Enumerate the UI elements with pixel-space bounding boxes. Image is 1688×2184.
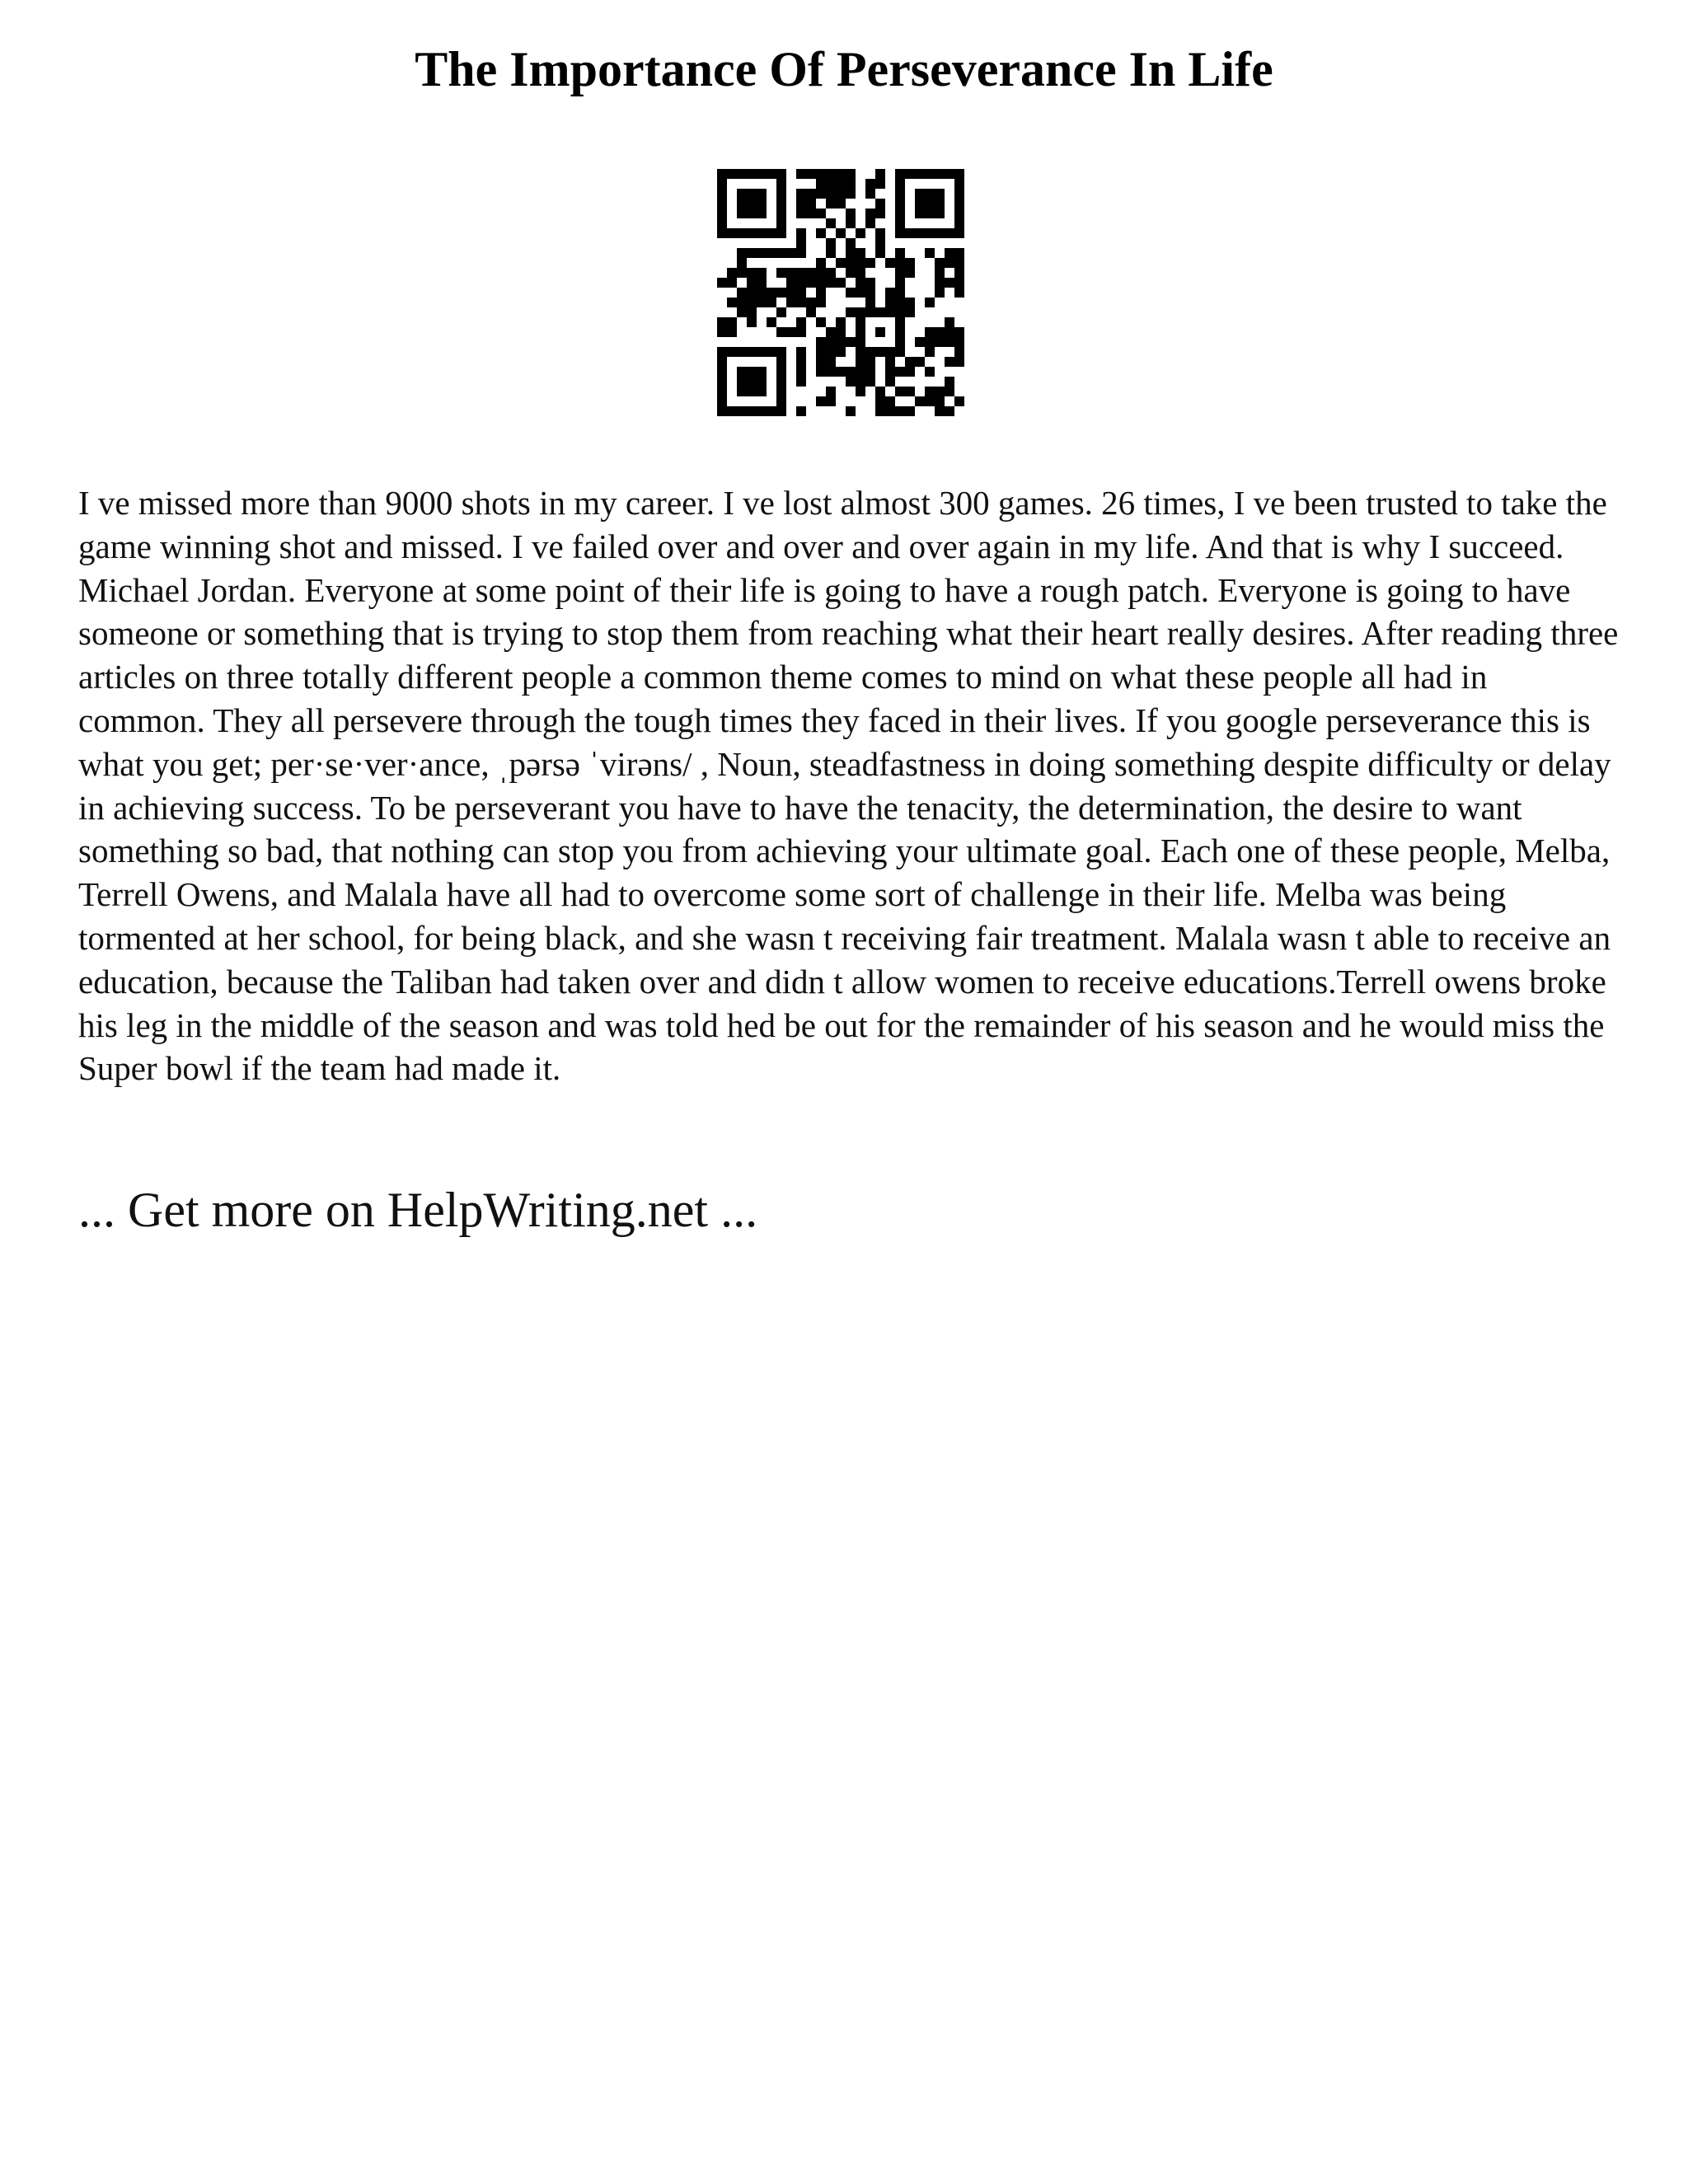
document-body-text: I ve missed more than 9000 shots in my career. I ve lost almost 300 games. 26 times, I ve been trusted to take the game winning shot and missed. I ve failed over and over and over again in my life. And that is why I succeed. Michael Jordan. Everyone at some point of their life is going to have a rough patch. Everyone is going to have someone or something that is trying to stop them from reaching what their heart really desires. After reading three articles on three totally different people a common theme comes to mind on what these people all had in common. They all persevere through the tough times they faced in their lives. If you google perseverance this is what you get; per·se·ver·ance, ˌpərsə ˈvirəns/ , Noun, steadfastness in doing something despite difficulty or delay in achieving success. To be perseverant you have to have the tenacity, the determination, the desire to want something so bad, that nothing can stop you from achieving your ultimate goal. Each one of these people, Melba, Terrell Owens, and Malala have all had to overcome some sort of challenge in their life. Melba was being tormented at her school, for being black, and she wasn t receiving fair treatment. Malala wasn t able to receive an education, because the Taliban had taken over and didn t allow women to receive educations.Terrell owens broke his leg in the middle of the season and was told hed be out for the remainder of his season and he would miss the Super bowl if the team had made it. xyxy=(78,484,1619,1088)
get-more-link[interactable]: ... Get more on HelpWriting.net ... xyxy=(78,1183,758,1237)
qr-code-icon[interactable] xyxy=(717,169,964,416)
document-title: The Importance Of Perseverance In Life xyxy=(415,42,1273,96)
